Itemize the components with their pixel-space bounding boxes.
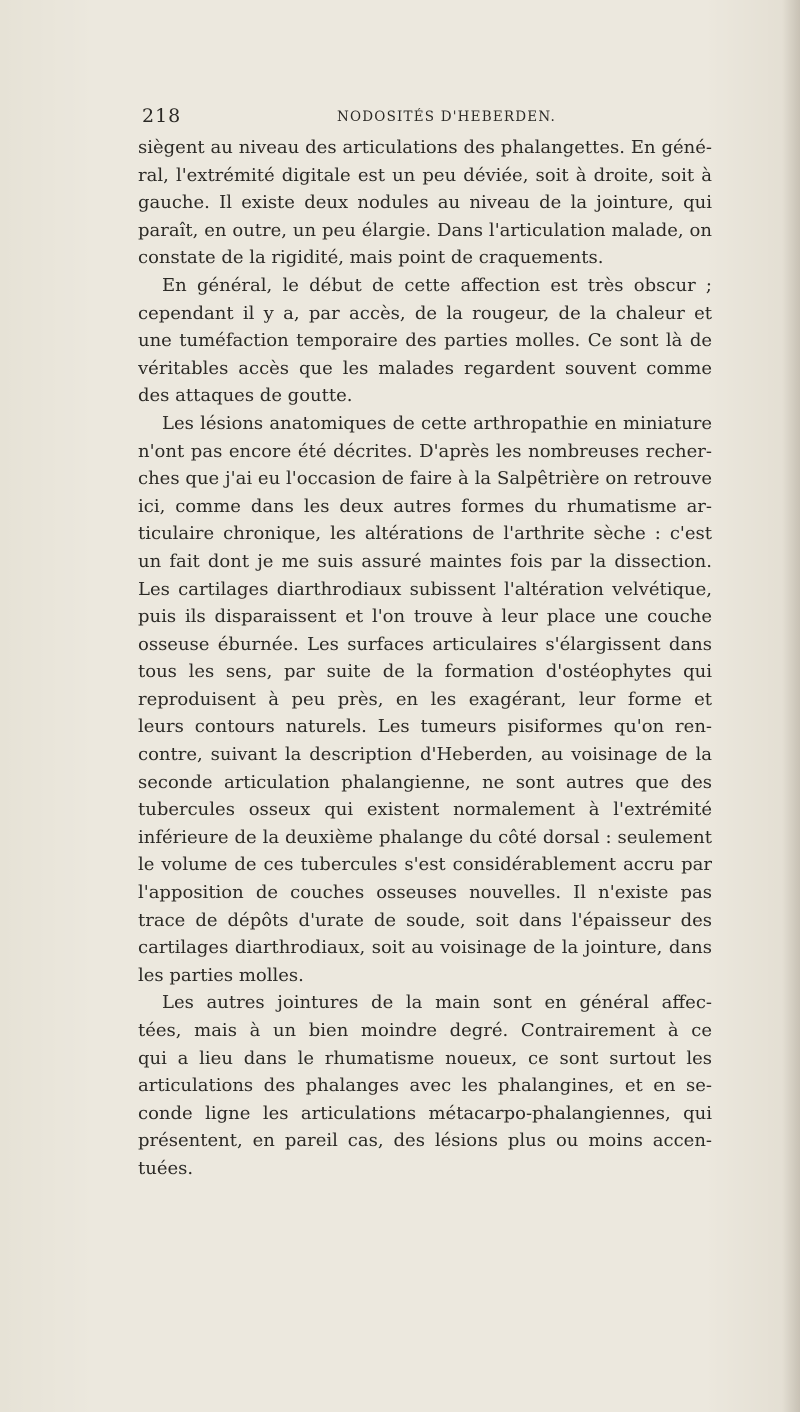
- text-line: reproduisent à peu près, en les exagérant, leur forme et: [138, 688, 712, 710]
- text-line: véritables accès que les malades regardent souvent comme: [138, 357, 712, 379]
- text-line: cependant il y a, par accès, de la rougeur, de la chaleur et: [138, 302, 712, 324]
- text-line: conde ligne les articulations métacarpo-phalangiennes, qui: [138, 1102, 712, 1124]
- text-line: tubercules osseux qui existent normalement à l'extrémité: [138, 799, 712, 821]
- text-line: ral, l'extrémité digitale est un peu déviée, soit à droite, soit à: [138, 164, 712, 186]
- paragraph-start: Les lésions anatomiques de cette arthropathie en miniature: [162, 412, 712, 434]
- page-header: [142, 105, 702, 133]
- text-line: tous les sens, par suite de la formation d'ostéophytes qui: [138, 661, 712, 683]
- text-line: siègent au niveau des articulations des phalangettes. En géné-: [138, 137, 712, 158]
- text-line: cartilages diarthrodiaux, soit au voisinage de la jointure, dans: [138, 937, 712, 959]
- text-line: l'apposition de couches osseuses nouvelles. Il n'existe pas: [138, 882, 712, 904]
- text-line: tuées.: [138, 1157, 194, 1179]
- text-line: trace de dépôts d'urate de soude, soit dans l'épaisseur des: [138, 909, 712, 931]
- body-text: [138, 134, 712, 1183]
- text-line: contre, suivant la description d'Heberden, au voisinage de la: [138, 744, 712, 766]
- text-line: n'ont pas encore été décrites. D'après les nombreuses recher-: [138, 440, 712, 462]
- text-line: une tuméfaction temporaire des parties molles. Ce sont là de: [138, 330, 712, 352]
- text-line: ici, comme dans les deux autres formes du rhumatisme ar-: [138, 495, 712, 517]
- text-line: présentent, en pareil cas, des lésions plus ou moins accen-: [138, 1130, 712, 1152]
- text-line: osseuse éburnée. Les surfaces articulaires s'élargissent dans: [138, 633, 712, 655]
- page-number: 218: [142, 105, 182, 127]
- text-line: un fait dont je me suis assuré maintes fois par la dissection.: [138, 550, 712, 572]
- text-line: gauche. Il existe deux nodules au niveau de la jointure, qui: [138, 192, 712, 214]
- text-line: Les cartilages diarthrodiaux subissent l'altération velvétique,: [138, 578, 712, 600]
- text-line: des attaques de goutte.: [138, 385, 353, 407]
- page-edge-shadow: [782, 0, 800, 1412]
- text-line: ches que j'ai eu l'occasion de faire à la Salpêtrière on retrouve: [138, 468, 712, 490]
- text-line: inférieure de la deuxième phalange du côté dorsal : seulement: [138, 826, 712, 848]
- running-title: NODOSITÉS D'HEBERDEN.: [337, 109, 556, 125]
- text-line: constate de la rigidité, mais point de craquements.: [138, 247, 604, 269]
- paragraph-start: Les autres jointures de la main sont en général affec-: [162, 992, 712, 1014]
- paragraph-start: En général, le début de cette affection est très obscur ;: [162, 274, 712, 296]
- text-line: leurs contours naturels. Les tumeurs pisiformes qu'on ren-: [138, 716, 712, 738]
- text-line: qui a lieu dans le rhumatisme noueux, ce sont surtout les: [138, 1047, 712, 1069]
- text-line: paraît, en outre, un peu élargie. Dans l'articulation malade, on: [138, 219, 712, 241]
- text-line: seconde articulation phalangienne, ne sont autres que des: [138, 771, 712, 793]
- text-line: tées, mais à un bien moindre degré. Contrairement à ce: [138, 1020, 712, 1041]
- text-line: le volume de ces tubercules s'est considérablement accru par: [138, 854, 712, 876]
- text-line: articulations des phalanges avec les phalangines, et en se-: [138, 1075, 712, 1097]
- text-line: les parties molles.: [138, 964, 304, 986]
- text-line: ticulaire chronique, les altérations de l'arthrite sèche : c'est: [138, 523, 712, 545]
- text-line: puis ils disparaissent et l'on trouve à leur place une couche: [138, 606, 712, 628]
